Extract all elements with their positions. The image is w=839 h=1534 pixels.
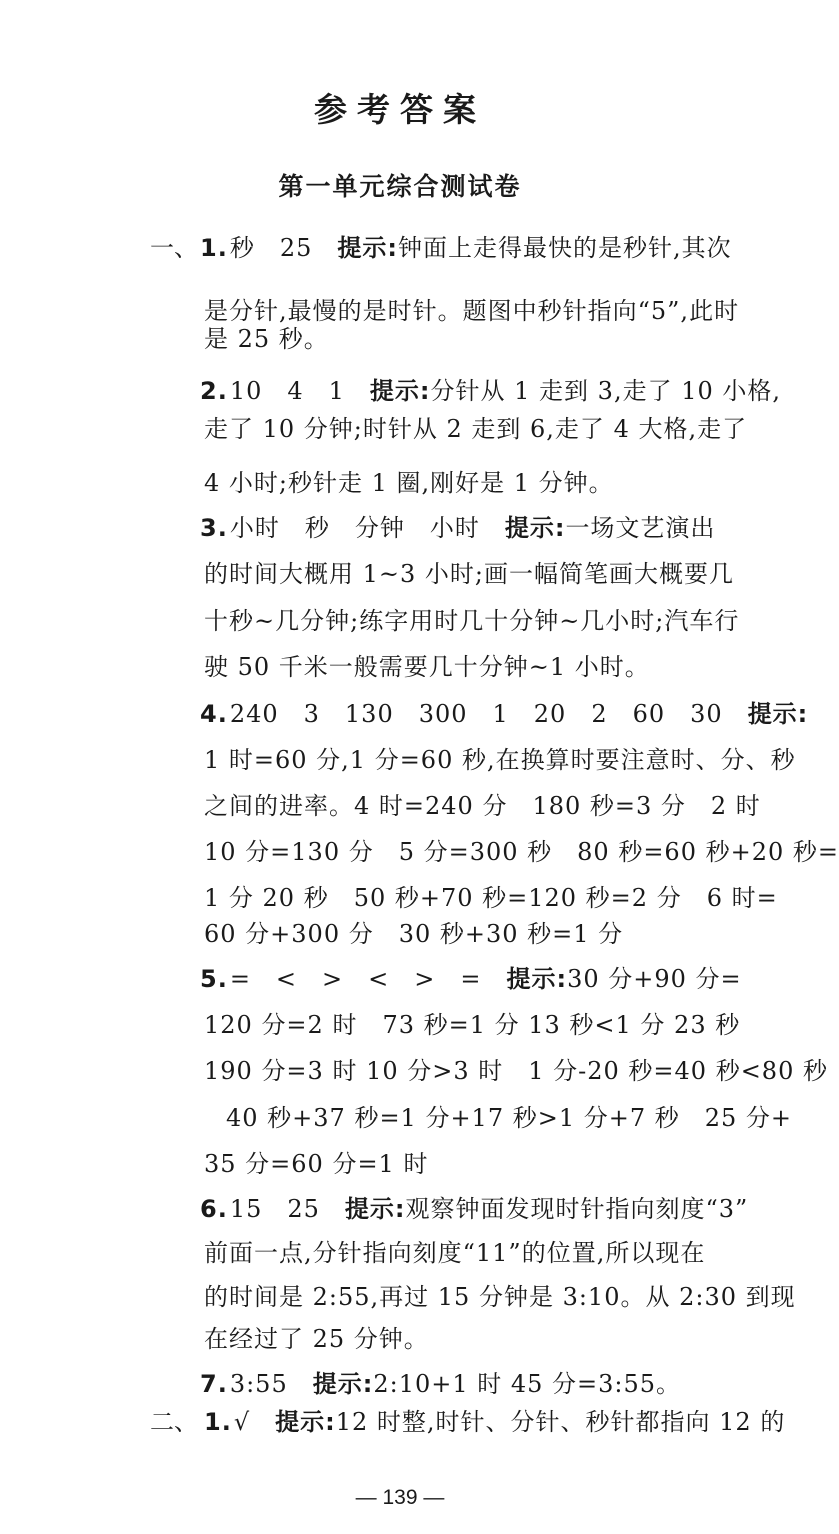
answer-text: 35 分=60 分=1 时 xyxy=(204,1150,429,1178)
answer-line xyxy=(204,1236,705,1270)
answer-text: 3:55 xyxy=(229,1370,313,1398)
answer-text: 60 分+300 分 30 秒+30 秒=1 分 xyxy=(204,920,624,948)
answer-text: 15 25 xyxy=(229,1195,345,1223)
item-number: 4. xyxy=(200,700,228,728)
answer-line xyxy=(200,374,781,408)
section-marker-one: 一、 xyxy=(150,234,198,262)
item-number: 5. xyxy=(200,965,228,993)
answer-line xyxy=(204,1008,740,1042)
answer-text: 10 4 1 xyxy=(229,377,370,405)
answer-text: 4 小时;秒针走 1 圈,刚好是 1 分钟。 xyxy=(204,469,614,497)
item-number: 1. xyxy=(200,234,228,262)
item-number: 1. xyxy=(204,1408,232,1436)
answer-line xyxy=(204,1322,429,1356)
answer-text: 的时间大概用 1~3 小时;画一幅简笔画大概要几 xyxy=(204,560,734,588)
hint-label: 提示: xyxy=(312,1370,374,1398)
answer-line xyxy=(204,1147,428,1181)
hint-label: 提示: xyxy=(747,700,809,728)
answer-text: 小时 秒 分钟 小时 xyxy=(229,514,505,542)
hint-text: 观察钟面发现时针指向刻度“3” xyxy=(405,1195,749,1223)
answer-text: 10 分=130 分 5 分=300 秒 80 秒=60 秒+20 秒= xyxy=(204,838,839,866)
answer-text: 240 3 130 300 1 20 2 60 30 xyxy=(229,700,748,728)
answer-line xyxy=(200,511,715,545)
answer-line xyxy=(200,962,742,996)
answer-text: 是 25 秒。 xyxy=(204,325,329,353)
answer-text: = < > < > = xyxy=(229,965,507,993)
hint-text: 分针从 1 走到 3,走了 10 小格, xyxy=(430,377,781,405)
answer-text: 秒 25 xyxy=(229,234,338,262)
answer-line xyxy=(204,743,796,777)
section-marker-two: 二、 xyxy=(150,1408,198,1436)
hint-text: 2:10+1 时 45 分=3:55。 xyxy=(373,1370,682,1398)
item-number: 6. xyxy=(200,1195,228,1223)
answer-line xyxy=(204,1054,828,1088)
answer-text: 是分针,最慢的是时针。题图中秒针指向“5”,此时 xyxy=(204,297,740,325)
hint-label: 提示: xyxy=(506,965,568,993)
answer-text: √ xyxy=(233,1408,276,1436)
answer-line xyxy=(200,231,732,265)
answer-line xyxy=(200,1192,748,1226)
answer-text: 驶 50 千米一般需要几十分钟~1 小时。 xyxy=(204,653,650,681)
item-number: 3. xyxy=(200,514,228,542)
hint-label: 提示: xyxy=(344,1195,406,1223)
hint-text: 钟面上走得最快的是秒针,其次 xyxy=(397,234,732,262)
answer-text: 190 分=3 时 10 分>3 时 1 分-20 秒=40 秒<80 秒 xyxy=(204,1057,828,1085)
answer-line xyxy=(204,1405,785,1439)
answer-line xyxy=(204,881,778,915)
answer-text: 之间的进率。4 时=240 分 180 秒=3 分 2 时 xyxy=(204,792,761,820)
item-number: 2. xyxy=(200,377,228,405)
answer-line xyxy=(204,789,761,823)
hint-label: 提示: xyxy=(337,234,398,262)
answer-line xyxy=(200,697,808,731)
hint-label: 提示: xyxy=(369,377,431,405)
answer-text: 的时间是 2:55,再过 15 分钟是 3:10。从 2:30 到现 xyxy=(204,1283,796,1311)
page-number-value: 139 xyxy=(382,1486,418,1509)
answer-text: 前面一点,分针指向刻度“11”的位置,所以现在 xyxy=(204,1239,706,1267)
answer-text: 1 时=60 分,1 分=60 秒,在换算时要注意时、分、秒 xyxy=(204,746,796,774)
answer-line xyxy=(204,412,747,446)
page-title: 参考答案 xyxy=(314,90,486,129)
item-number: 7. xyxy=(200,1370,228,1398)
answer-line xyxy=(204,917,623,951)
section-subtitle: 第一单元综合测试卷 xyxy=(278,172,522,201)
page-number: — 139 — xyxy=(355,1486,445,1509)
hint-label: 提示: xyxy=(275,1408,336,1436)
answer-text: 在经过了 25 分钟。 xyxy=(204,1325,429,1353)
answer-text: 120 分=2 时 73 秒=1 分 13 秒<1 分 23 秒 xyxy=(204,1011,741,1039)
answer-line xyxy=(204,604,739,638)
hint-text: 一场文艺演出 xyxy=(565,514,716,542)
answer-text: 十秒~几分钟;练字用时几十分钟~几小时;汽车行 xyxy=(204,607,740,635)
answer-line xyxy=(204,835,839,869)
answer-line xyxy=(204,322,329,356)
answer-text: 走了 10 分钟;时针从 2 走到 6,走了 4 大格,走了 xyxy=(204,415,748,443)
hint-text: 30 分+90 分= xyxy=(567,965,742,993)
answer-line xyxy=(200,1367,681,1401)
hint-label: 提示: xyxy=(504,514,566,542)
hint-text: 12 时整,时针、分针、秒针都指向 12 的 xyxy=(335,1408,786,1436)
answer-text: 40 秒+37 秒=1 分+17 秒>1 分+7 秒 25 分+ xyxy=(226,1104,793,1132)
answer-line xyxy=(226,1101,792,1135)
answer-line xyxy=(204,557,734,591)
answer-text: 1 分 20 秒 50 秒+70 秒=120 秒=2 分 6 时= xyxy=(204,884,778,912)
answer-line xyxy=(204,1280,796,1314)
answer-line xyxy=(204,650,650,684)
answer-line xyxy=(204,466,614,500)
